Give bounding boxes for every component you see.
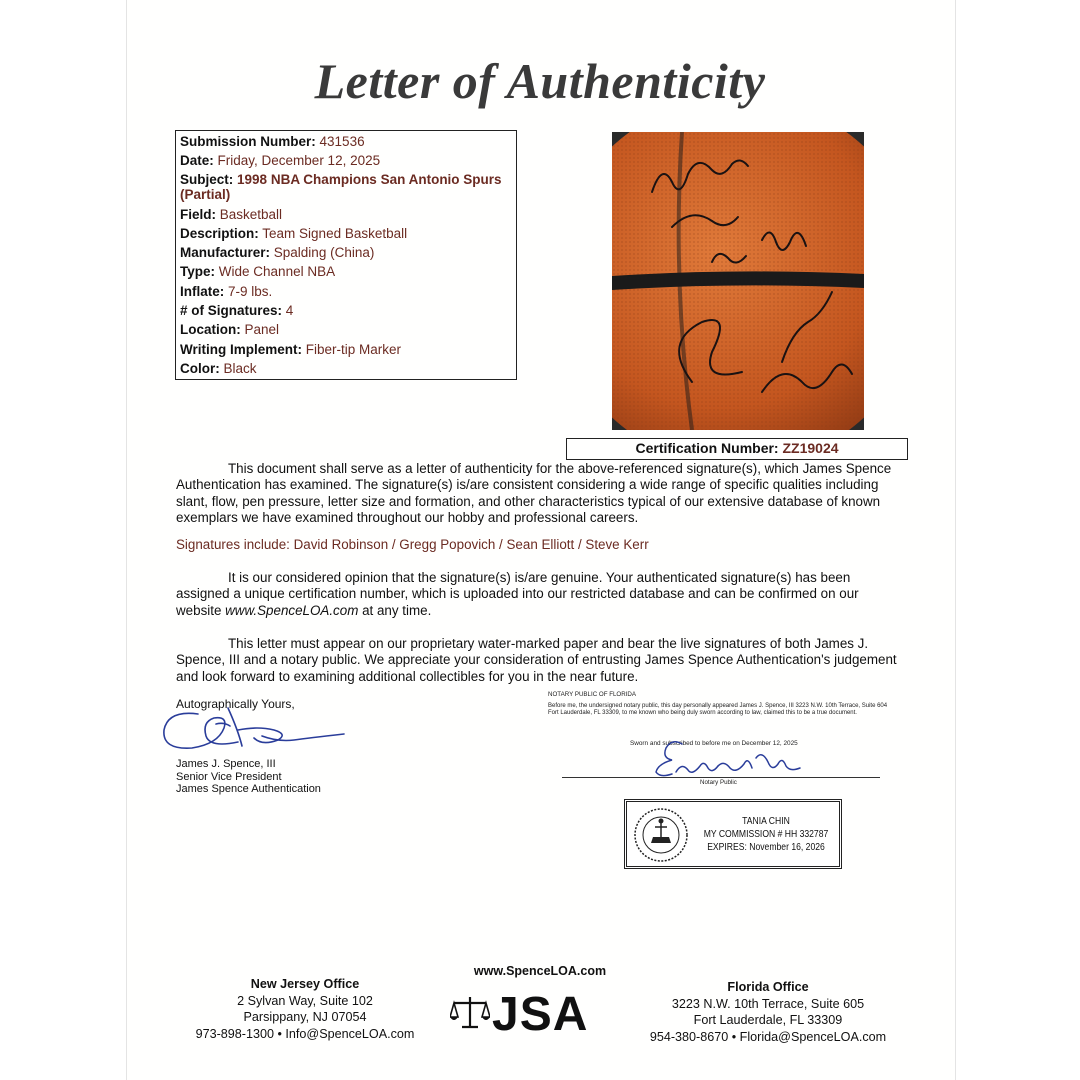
paragraph-text: This document shall serve as a letter of authenticity for the above-referenced signature(s), which James Spence Authentication has examined. The signature(s) is/are consistent considering a wide range of specific qualities including slant, flow, pen pressure, letter size and formation, and other characteristics typical of our extensive database of known exemplars we have examined throughout our hobby and professional careers. [176, 461, 892, 525]
info-row-submission [180, 132, 512, 151]
stamp-expires: EXPIRES: November 16, 2026 [707, 842, 825, 853]
certification-label: Certification Number: [635, 440, 779, 456]
notary-block [548, 691, 898, 717]
info-value: Basketball [219, 206, 283, 222]
sworn-text: Sworn and subscribed to before me on December 12, 2025 [630, 740, 798, 747]
spence-signature [158, 700, 348, 756]
paragraph-text: It is our considered opinion that the signature(s) is/are genuine. Your authenticated signature(s) has been assigned a unique certification number, which is uploaded into our restricted database and can be confirmed on our website [176, 570, 859, 618]
office-address-line: Fort Lauderdale, FL 33309 [693, 1013, 843, 1028]
notary-signature-line [562, 777, 880, 778]
info-label: Subject: [180, 171, 234, 187]
notary-text: Before me, the undersigned notary public, this day personally appeared James J. Spence, III 3223 N.W. 10th Terrace, Suite 604 Fort Lauderdale, FL 33309, to me known who being duly sworn according to law, claimed this to be a true document. [548, 703, 888, 716]
signer-name: James J. Spence, III [176, 758, 276, 770]
signatures-include: Signatures include: David Robinson / Gregg Popovich / Sean Elliott / Steve Kerr [176, 537, 649, 552]
scales-of-justice-icon [450, 995, 490, 1031]
info-row-signatures [180, 301, 512, 320]
info-row-color [180, 359, 512, 378]
stamp-commission: MY COMMISSION # HH 332787 [703, 829, 829, 840]
info-label: Inflate: [180, 283, 225, 299]
paragraph-text: at any time. [358, 602, 432, 618]
notary-public-label: Notary Public [700, 779, 737, 786]
info-label: Type: [180, 264, 216, 280]
info-value: 1998 NBA Champions San Antonio Spurs (Partial) [180, 171, 502, 203]
info-value: 4 [285, 303, 294, 319]
office-address-line: 2 Sylvan Way, Suite 102 [237, 993, 373, 1008]
opinion-paragraph [176, 570, 904, 619]
info-value: Spalding (China) [273, 245, 375, 261]
info-label: Submission Number: [180, 134, 316, 149]
document-title: Letter of Authenticity [314, 53, 766, 109]
stamp-text [703, 815, 829, 854]
info-value: Panel [244, 322, 280, 338]
info-row-field [180, 205, 512, 224]
info-row-type [180, 262, 512, 281]
signer-position: Senior Vice President [176, 770, 282, 783]
info-value: Fiber-tip Marker [305, 341, 402, 357]
info-row-manufacturer [180, 243, 512, 262]
info-value: Wide Channel NBA [218, 264, 336, 280]
notary-signature [652, 738, 812, 780]
info-value: Friday, December 12, 2025 [217, 153, 381, 169]
info-label: Date: [180, 153, 214, 169]
info-label: Description: [180, 225, 259, 241]
signer-block [176, 758, 321, 796]
info-row-location [180, 320, 512, 339]
watermark-paragraph [176, 636, 904, 685]
office-address-line: 3223 N.W. 10th Terrace, Suite 605 [671, 996, 865, 1011]
signer-company: James Spence Authentication [176, 783, 321, 796]
paragraph-text: This letter must appear on our proprietary water-marked paper and bear the live signatures of both James J. Spence, III and a notary public. We appreciate your consideration of entrusting James Spence Authentication's judgement and look forward to examining additional collectibles for you in the near future. [176, 636, 897, 684]
info-value: Team Signed Basketball [262, 225, 408, 241]
info-row-description [180, 224, 512, 243]
stamp-name: TANIA CHIN [742, 816, 790, 827]
notary-stamp [624, 799, 842, 869]
notary-seal-icon [633, 807, 689, 863]
info-value: 7-9 lbs. [228, 283, 273, 299]
info-row-date [180, 151, 512, 170]
info-label: Field: [180, 206, 216, 222]
basketball-photo [612, 132, 864, 430]
submission-info-box [175, 130, 517, 380]
info-label: Manufacturer: [180, 245, 271, 261]
office-title: Florida Office [727, 980, 809, 994]
authenticity-paragraph [176, 461, 904, 526]
certification-number-box [566, 438, 908, 460]
jsa-logo [450, 988, 630, 1041]
info-row-inflate [180, 282, 512, 301]
office-title: New Jersey Office [250, 977, 360, 991]
certification-value: ZZ19024 [782, 440, 839, 456]
website-link[interactable]: www.SpenceLOA.com [225, 602, 359, 618]
florida-office [640, 979, 896, 1045]
info-row-implement [180, 340, 512, 359]
info-row-subject [180, 171, 512, 205]
new-jersey-office [180, 976, 430, 1042]
jsa-logo-text: JSA [492, 988, 589, 1041]
office-address-line: Parsippany, NJ 07054 [243, 1010, 367, 1025]
closing-text: Autographically Yours, [176, 697, 295, 711]
info-value: Black [223, 360, 257, 376]
info-label: Color: [180, 360, 220, 376]
notary-heading: NOTARY PUBLIC OF FLORIDA [548, 691, 637, 698]
info-label: # of Signatures: [180, 303, 283, 319]
office-contact-line: 973-898-1300 • Info@SpenceLOA.com [195, 1026, 415, 1041]
office-contact-line: 954-380-8670 • Florida@SpenceLOA.com [649, 1029, 887, 1044]
info-label: Writing Implement: [180, 341, 303, 357]
footer-website[interactable]: www.SpenceLOA.com [473, 964, 607, 978]
info-label: Location: [180, 322, 241, 338]
info-value: 431536 [319, 134, 365, 149]
